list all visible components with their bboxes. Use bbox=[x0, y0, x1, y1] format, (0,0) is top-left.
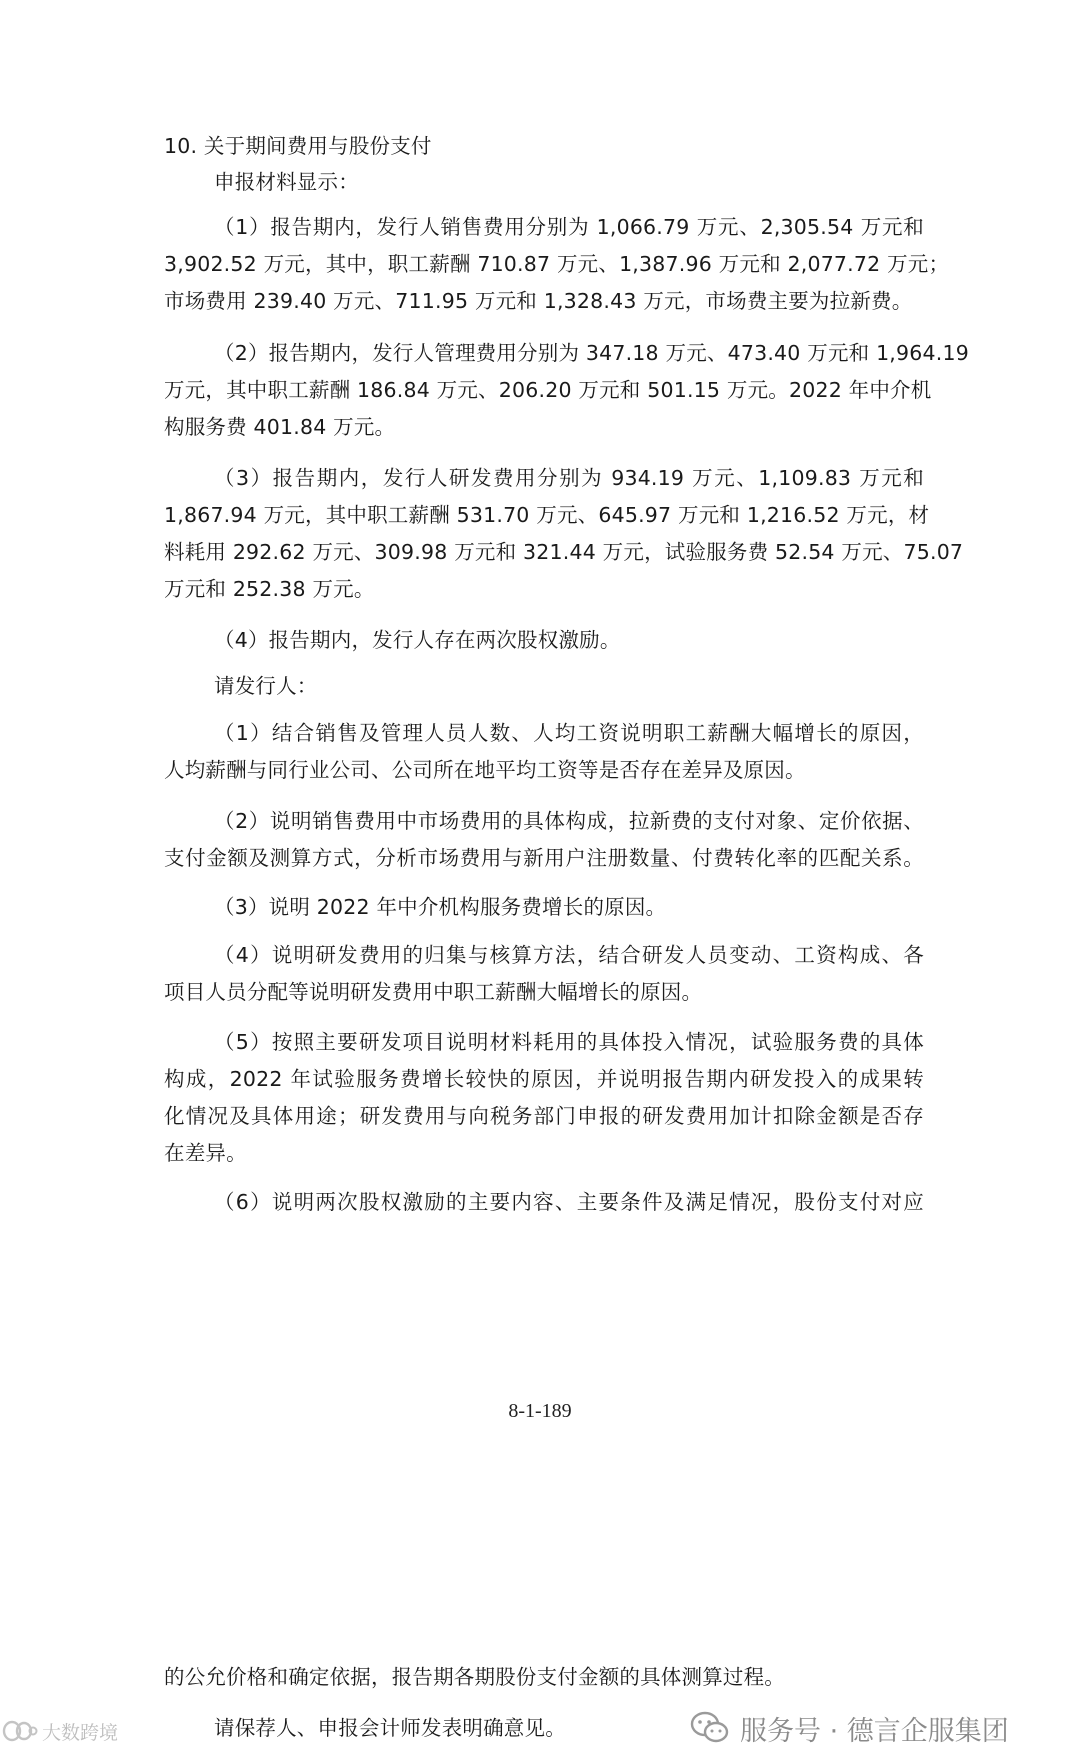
disclosure-1-line-2: 3,902.52 万元，其中，职工薪酬 710.87 万元、1,387.96 万元和 2,077.72 万元； bbox=[164, 252, 950, 276]
section-heading: 10. 关于期间费用与股份支付 bbox=[164, 134, 432, 158]
final-request: 请保荐人、申报会计师发表明确意见。 bbox=[214, 1716, 566, 1740]
request-5-line-1: （5）按照主要研发项目说明材料耗用的具体投入情况，试验服务费的具体 bbox=[214, 1030, 924, 1054]
page-number: 8-1-189 bbox=[508, 1400, 572, 1422]
request-4-line-2: 项目人员分配等说明研发费用中职工薪酬大幅增长的原因。 bbox=[164, 980, 703, 1004]
watermark-right bbox=[690, 1708, 1009, 1748]
disclosure-3-line-3: 料耗用 292.62 万元、309.98 万元和 321.44 万元，试验服务费 52.54 万元、75.07 bbox=[164, 540, 964, 564]
disclosure-3-line-2: 1,867.94 万元，其中职工薪酬 531.70 万元、645.97 万元和 1,216.52 万元，材 bbox=[164, 503, 930, 527]
disclosure-3-line-4: 万元和 252.38 万元。 bbox=[164, 577, 375, 601]
disclosure-3-line-1: （3）报告期内，发行人研发费用分别为 934.19 万元、1,109.83 万元和 bbox=[214, 466, 924, 490]
request-intro: 请发行人： bbox=[214, 674, 318, 698]
disclosure-2-line-1: （2）报告期内，发行人管理费用分别为 347.18 万元、473.40 万元和 1,964.19 bbox=[214, 341, 969, 365]
disclosure-intro: 申报材料显示： bbox=[214, 170, 359, 194]
disclosure-4-line-1: （4）报告期内，发行人存在两次股权激励。 bbox=[214, 628, 621, 652]
request-5-line-3: 化情况及具体用途；研发费用与向税务部门申报的研发费用加计扣除金额是否存 bbox=[164, 1104, 924, 1128]
bigdata-logo-icon bbox=[2, 1719, 38, 1743]
request-5-line-4: 在差异。 bbox=[164, 1141, 247, 1165]
request-5-line-2: 构成，2022 年试验服务费增长较快的原因，并说明报告期内研发投入的成果转 bbox=[164, 1067, 924, 1091]
request-1-line-2: 人均薪酬与同行业公司、公司所在地平均工资等是否存在差异及原因。 bbox=[164, 758, 806, 782]
watermark-left bbox=[2, 1716, 118, 1746]
request-4-line-1: （4）说明研发费用的归集与核算方法，结合研发人员变动、工资构成、各 bbox=[214, 943, 924, 967]
continuation-line: 的公允价格和确定依据，报告期各期股份支付金额的具体测算过程。 bbox=[164, 1665, 785, 1689]
disclosure-1-line-3: 市场费用 239.40 万元、711.95 万元和 1,328.43 万元，市场费主要为拉新费。 bbox=[164, 289, 913, 313]
disclosure-1-line-1: （1）报告期内，发行人销售费用分别为 1,066.79 万元、2,305.54 万元和 bbox=[214, 215, 924, 239]
request-3-line-1: （3）说明 2022 年中介机构服务费增长的原因。 bbox=[214, 895, 667, 919]
disclosure-2-line-2: 万元，其中职工薪酬 186.84 万元、206.20 万元和 501.15 万元。2022 年中介机 bbox=[164, 378, 932, 402]
disclosure-2-line-3: 构服务费 401.84 万元。 bbox=[164, 415, 396, 439]
watermark-right-text: 服务号 · 德言企服集团 bbox=[740, 1715, 1009, 1747]
request-1-line-1: （1）结合销售及管理人员人数、人均工资说明职工薪酬大幅增长的原因， bbox=[214, 721, 924, 745]
watermark-left-text: 大数跨境 bbox=[42, 1721, 119, 1744]
request-2-line-2: 支付金额及测算方式，分析市场费用与新用户注册数量、付费转化率的匹配关系。 bbox=[164, 846, 924, 870]
wechat-icon bbox=[690, 1711, 730, 1745]
request-6-line-1: （6）说明两次股权激励的主要内容、主要条件及满足情况，股份支付对应 bbox=[214, 1190, 924, 1214]
request-2-line-1: （2）说明销售费用中市场费用的具体构成，拉新费的支付对象、定价依据、 bbox=[214, 809, 924, 833]
